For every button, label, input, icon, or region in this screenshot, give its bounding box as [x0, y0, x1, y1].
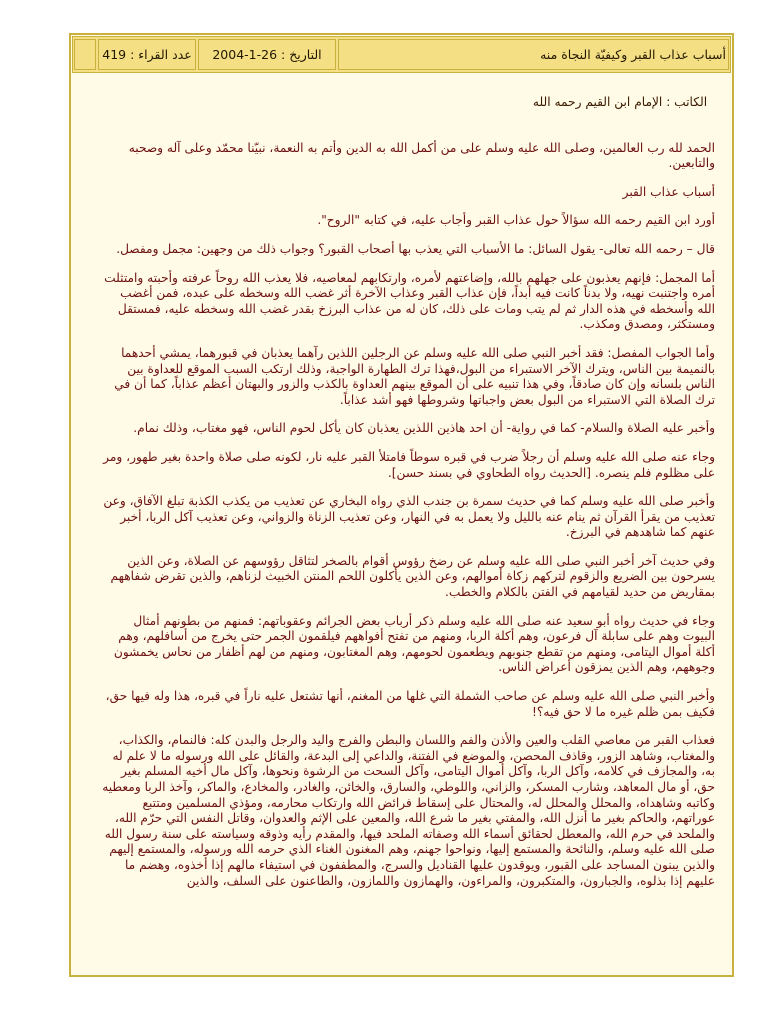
paragraph: وأخبر عليه الصلاة والسلام- كما في رواية- أن احد هاذين اللذين يعذبان كان يأكل لحوم الناس، فهو مغتاب، وذلك نمام.	[133, 421, 715, 436]
section-heading: أسباب عذاب القبر	[622, 184, 715, 199]
paragraph: قال – رحمه الله تعالى- يقول السائل: ما الأسباب التي يعذب بها أصحاب القبور؟ وجواب ذلك من وجهين: مجمل ومفصل.	[116, 241, 715, 256]
header-bar	[72, 36, 731, 73]
paragraph: وجاء في حديث رواه أبو سعيد عنه صلى الله عليه وسلم ذكر أرباب بعض الجرائم وعقوباتهم: فمنهم من بطونهم أمثال البيوت وهم على سابلة آل فرعون، وهم أكلة الربا، ومنهم من تفتح أفواههم فيلقمون الجمر حتى يخرج من أسافلهم، وهم أكلة أموال اليتامى، ومنهم من تقطع جنوبهم ويطعمون لحومهم، وهم المغتابون، ومنهم من لهم أظفار من نحاس يخمشون وجوههم، وهم الذين يمزقون أعراض الناس.	[113, 613, 715, 675]
paragraph: وأخبر صلى الله عليه وسلم كما في حديث سمرة بن جندب الذي رواه البخاري عن تعذيب من يكذب الكذبة تبلغ الآفاق، وعن تعذيب من يقرأ القرآن ثم ينام عنه بالليل ولا يعمل به في النهار، وعن تعذيب الزناة والزواني، وعن تعذيب آكل الربا، أخبر عنهم كما شاهدهم في البرزخ.	[103, 494, 715, 540]
paragraph: أما المجمل: فإنهم يعذبون على جهلهم بالله، وإضاعتهم لأمره، وارتكابهم لمعاصيه، فلا يعذب الله روحاً عرفته وأحبته وامتثلت أمره واجتنبت نهيه، ولا بدناً كانت فيه أبداً، فإن عذاب القبر وعذاب الآخرة أثر غضب الله وسخطه على عبده، فمن أغضب الله وأسخطه في هذه الدار ثم لم يتب ومات على ذلك، كان له من عذاب البرزخ بقدر غضب الله وسخطه عليه، فمستقل ومستكثر، ومصدق ومكذب.	[104, 270, 715, 332]
paragraph: أورد ابن القيم رحمه الله سؤالاً حول عذاب القبر وأجاب عليه، في كتابه "الروح".	[317, 213, 715, 228]
paragraph: فعذاب القبر من معاصي القلب والعين والأذن والفم واللسان والبطن والفرج واليد والرجل والبدن كله: فالنمام، والكذاب، والمغتاب، وشاهد الزور، وقاذف المحصن، والموضع في الفتنة، والداعي إلى البدعة، والقائل على الله ورسوله ما لا علم له به، والمجازف في كلامه، وآكل الربا، وآكل أموال اليتامى، وآكل السحت من الرشوة ونحوها، وآكل مال أخيه المسلم بغير حق، أو مال المعاهد، وشارب المسكر، والزاني، واللوطي، والسارق، والخائن، والغادر، والمخادع، والماكر، وآخذ الربا ومعطيه وكاتبه وشاهداه، والمحلل والمحلل له، والمحتال على إسقاط فرائض الله وارتكاب محارمه، ومؤذي المسلمين ومتتبع عوراتهم، والحاكم بغير ما أنزل الله، والمفتي بغير ما شرع الله، والمعين على الإثم والعدوان، وقاتل النفس التي حرّم الله، والملحد في حرم الله، والمعطل لحقائق أسماء الله وصفاته الملحد فيها، والمقدم رأيه وذوقه وسياسته على سنة رسول الله صلى الله عليه وسلم، والنائحة والمستمع إليها، ونواحوا جهنم، وهم المغنون الغناء الذي حرمه الله ورسوله، والمستمع إليهم والذين يبنون المساجد على القبور، ويوقدون عليها القناديل والسرج، والمطففون في استيفاء مالهم إذا أخذوه، وهضم ما عليهم إذا بذلوه، والجبارون، والمتكبرون، والمراءون، والهمازون واللمازون، والطاعنون على السلف، والذين	[102, 733, 715, 888]
header-blank-cell	[74, 39, 96, 70]
paragraph: وجاء عنه صلى الله عليه وسلم أن رجلاً ضرب في قبره سوطاً فامتلأ القبر عليه نار، لكونه صلى صلاة واحدة بغير طهور، ومر على مظلوم فلم ينصره. [الحديث رواه الطحاوي في بسند حسن].	[103, 449, 715, 480]
article-author: الكاتب : الإمام ابن القيم رحمه الله	[532, 95, 708, 109]
paragraph-intro: الحمد لله رب العالمين، وصلى الله عليه وسلم على من أكمل الله به الدين وأتم به النعمة، نبيّنا محمّد وعلى آله وصحبه والتابعين.	[128, 140, 715, 171]
paragraph: وفي حديث آخر أخبر النبي صلى الله عليه وسلم عن رضخ رؤوس أقوام بالصخر لتثاقل رؤوسهم عن الصلاة، وعن الذين يسرحون بين الضريع والزقوم لتركهم زكاة أموالهم، وعن الذين يأكلون اللحم المنتن الخبيث لزناهم، والذين تقرض شفاههم بمقاريض من حديد لقيامهم في الفتن بالكلام والخطب.	[110, 553, 715, 600]
article-title: أسباب عذاب القبر وكيفيّة النجاة منه	[338, 39, 729, 70]
article-date: التاريخ : 26-1-2004	[198, 39, 336, 70]
article-body	[101, 95, 715, 975]
paragraph: وأما الجواب المفصل: فقد أخبر النبي صلى الله عليه وسلم عن الرجلين اللذين رآهما يعذبان في قبورهما، يمشي أحدهما بالنميمة بين الناس، ويترك الآخر الاستبراء من البول،فهذا ترك الطهارة الواجبة، وذلك ارتكب السبب الموقع للعداوة بين الناس بلسانه وإن كان صادقاً، وفي هذا تنبيه على أن الموقع بينهم العداوة بالكذب والزور والبهتان أعظم عذاباً، كما أن في ترك الصلاة التي الاستبراء من البول بعض واجباتها وشروطها فهو أشد عذاباً.	[114, 345, 715, 407]
article-frame	[69, 33, 734, 977]
read-count: عدد القراء : 419	[98, 39, 196, 70]
paragraph: وأخبر النبي صلى الله عليه وسلم عن صاحب الشملة التي غلها من المغنم، أنها تشتعل عليه ناراً في قبره، هذا وله فيها حق، فكيف بمن ظلم غيره ما لا حق فيه؟!	[105, 689, 715, 719]
